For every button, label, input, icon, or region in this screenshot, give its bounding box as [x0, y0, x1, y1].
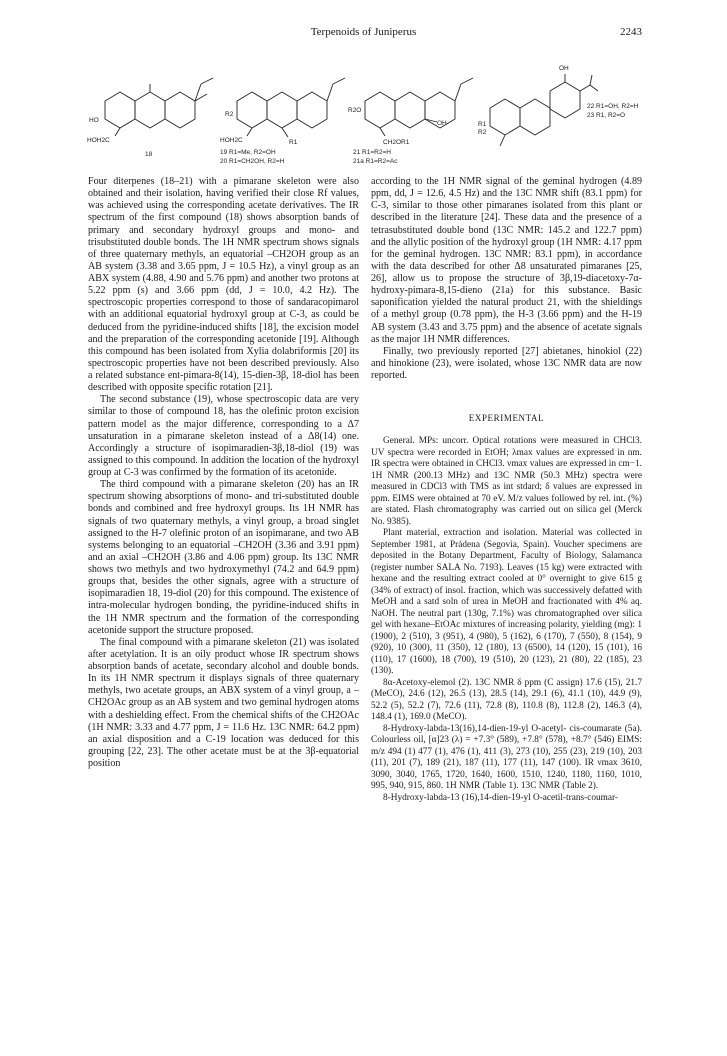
structure-19-20 [220, 78, 345, 165]
s22-caption-1: 22 R1=OH, R2=H [587, 103, 639, 110]
experimental-paragraph: 8-Hydroxy-labda-13(16),14-dien-19-yl O-acetyl- cis-coumarate (5a). Colourless oil, [α]23 (λ) = +7.3° (589), +7.8° (578), +8.7° (546) EIMS: m/z 494 (1) 477 (1), 476 (1), 411 (3), 273 (10), 255 (23), 219 (10), 203 (11), 201 (7), 189 (21), 187 (11), 177 (11), 147 (100). IR νmax 3610, 3090, 3040, 1765, 1720, 1640, 1600, 1510, 1240, 1180, 1160, 1010, 995, 940, 915, 860. 1H NMR (Table 1). 13C NMR (Table 2). [371, 723, 642, 792]
body-paragraph: The final compound with a pimarane skeleton (21) was isolated after acetylation. It is an oily product whose IR spectrum shows absorption bands of acetate, secondary alcohol and double bonds. In its 1H NMR spectrum it displays signals of three quaternary methyls, two acetate groups, an ABX system of a vinyl group, a –CH2OAc group as an AB system and two geminal hydrogen atoms with a deshielding effect. From the chemical shifts of the CH2OAc (1H NMR: 3.33 and 4.77 ppm, J = 11.6 Hz. 13C NMR: 64.2 ppm) an axial disposition and a C-19 location was deduced for this grouping [22, 23]. The other acetate must be at the 3β-equatorial position [88, 636, 359, 769]
s21-caption-2: 21a R1=R2=Ac [353, 158, 398, 165]
ring-a-18 [105, 92, 135, 128]
bond-19-b [333, 78, 345, 84]
s19-hoh2c-label: HOH2C [220, 137, 243, 144]
section-heading: EXPERIMENTAL [468, 413, 545, 424]
ring-a-19 [237, 92, 267, 128]
body-paragraph: Finally, two previously reported [27] abietanes, hinokiol (22) and hinokione (23), were isolated, whose 13C NMR data are now reported. [371, 345, 642, 381]
experimental-paragraph: 8α-Acetoxy-elemol (2). 13C NMR δ ppm (C assign) 17.6 (15), 21.7 (MeCO), 24.6 (12), 26.5 (13), 28.5 (14), 29.1 (6), 41.1 (10), 44.9 (9), 52.2 (5), 52.2 (7), 72.6 (11), 72.8 (8), 110.8 (8), 112.8 (2), 146.3 (4), 148.4 (1), 169.0 (MeCO). [371, 677, 642, 723]
ring-c-18 [165, 92, 195, 128]
bond-22-d [590, 75, 592, 85]
body-paragraph: according to the 1H NMR signal of the geminal hydrogen (4.89 ppm, dd, J = 12.6, 4.5 Hz) and the 13C NMR shift (83.1 ppm) for C-3, similar to those other pimaranes isolated from this plant or described in the literature [24]. These data and the presence of a tetrasubstituted double bond (13C NMR: 145.2 and 122.7 ppm) and the allylic position of the hydroxyl group (1H NMR: 4.17 ppm for the geminal hydrogen. 13C NMR: 83.1 ppm), in accordance with the data described for other Δ8 unsaturated pimaranes [25, 26], allow us to propose the structure of 3β,19-diacetoxy-7α-hydroxy-pimara-8,15-dieno (21a) for this substance. Basic saponification yielded the natural product 21, with the shieldings of a methyl group (0.78 ppm), the H-3 (3.66 ppm) and the H-19 AB system (3.43 and 3.75 ppm) and the absence of acetate signals as the major 1H NMR differences. [371, 176, 642, 345]
bond-22-e [500, 135, 505, 146]
body-paragraph: The second substance (19), whose spectroscopic data are very similar to those of compound 18, has the olefinic proton excision pattern model as the major difference, corresponding to a Δ7 unsaturation in a pimarane skeleton instead of a Δ8(14) one. Accordingly a structure of isopimaradien-3β,18-diol (19) was assigned to this compound. In addition the location of the hydroxyl group at C-3 was confirmed by the formation of its acetonide. [88, 394, 359, 478]
ring-b-18 [135, 92, 165, 128]
s18-ho-label: HO [89, 117, 99, 124]
experimental-paragraph: Plant material, extraction and isolation. Material was collected in September 1981, at Prádena (Segovia, Spain). Voucher specimens are deposited in the Botany Department, Faculty of Biology, Salamanca (register number SALA No. 7193). Leaves (15 kg) were extracted with hexane and the resulting extract cooled at 0° overnight to give 615 g (34% of extract) of insol. fraction, which was successively defatted with MeOH and a satd soln of urea in MeOH and fractionated with 4% aq. NaOH. The neutral part (130g, 7.1%) was chromatographed over silica gel with hexane–EtOAc mixtures of increasing polarity, yielding (mg): 1 (1900), 2 (510), 3 (951), 4 (980), 5 (162), 6 (170), 7 (550), 8 (154), 9 (920), 10 (300), 11 (350), 12 (180), 13 (6500), 14 (120), 15 (101), 16 (110), 17 (1600), 18 (700), 19 (510), 20 (123), 21 (80), 22 (185), 23 (130). [371, 528, 642, 677]
s22-caption-2: 23 R1, R2=O [587, 112, 626, 119]
s18-hoh2c-label: HOH2C [87, 137, 110, 144]
s21-r2o-label: R2O [348, 107, 362, 114]
bond-19-c [282, 128, 288, 137]
s19-r1-label: R1 [289, 139, 298, 146]
ring-a-22 [490, 99, 520, 135]
bond-21-a [455, 84, 461, 101]
ring-c-22 [550, 82, 580, 118]
running-title: Terpenoids of Juniperus [310, 26, 417, 38]
ring-b-21 [395, 92, 425, 128]
s22-r2-label: R2 [478, 129, 487, 136]
ring-a-21 [365, 92, 395, 128]
s21-oh-label: OH [437, 120, 447, 127]
bond-22-b [580, 85, 590, 91]
experimental-paragraph: General. MPs: uncorr. Optical rotations were measured in CHCl3. UV spectra were recorded in EtOH; λmax values are expressed in nm. IR spectra were obtained in CHCl3. νmax values are expressed in cm−1. 1H NMR (200.13 MHz) and 13C NMR (50.3 MHz) spectra were measured in CDCl3 with TMS as int stdard; δ values are expressed in ppm. EIMS were obtained at 70 eV. M/z values followed by rel. int. (%) are stated. Flash chromatography was carried out on silica gel (Merck No. 9385). [371, 436, 642, 527]
s22-oh-label: OH [559, 65, 569, 72]
s21-ch2or-label: CH2OR1 [383, 139, 410, 146]
bond-19-d [247, 128, 252, 136]
bond-21-b [461, 78, 473, 84]
bond-19-a [327, 84, 333, 101]
s18-id-label: 18 [145, 151, 153, 158]
right-column [371, 176, 642, 804]
structure-18 [87, 78, 213, 158]
bond-21-c [380, 128, 385, 136]
s22-r1-label: R1 [478, 121, 487, 128]
bond-18-d [115, 128, 120, 136]
structure-22-23 [478, 65, 639, 146]
ring-c-19 [297, 92, 327, 128]
structure-21 [348, 78, 473, 165]
page-number: 2243 [620, 26, 642, 38]
s21-caption-1: 21 R1=R2=H [353, 149, 391, 156]
ring-b-22 [520, 99, 550, 135]
experimental-paragraph: 8-Hydroxy-labda-13 (16),14-dien-19-yl O-acetil-trans-coumar- [383, 792, 618, 803]
body-paragraph: Four diterpenes (18–21) with a pimarane skeleton were also obtained and their isolation, having verified their close Rf values, was achieved using the corresponding acetate derivatives. The IR spectrum of the first compound (18) shows absorption bands of primary and secondary hydroxyl groups and mono- and trisubstituted double bonds. The 1H NMR spectrum shows signals of three quaternary methyls, an equatorial –CH2OH group as an AB system (3.38 and 3.65 ppm, J = 10.5 Hz), a vinyl group as an ABX system (4.88, 4.90 and 5.76 ppm) and another two protons at 5.22 ppm (s) and 3.66 ppm (dd, J = 10.0, 4.2 Hz). The spectroscopic properties correspond to those of sandaracopimarol with an additional equatorial hydroxyl group at C-3, as could be deduced from the pyridine-induced shifts [18], the excision model and the preparation of the corresponding acetonide [19]. Although this compound has been isolated from Xylia dolabriformis [20] its spectroscopic properties have not been described previously. Also a related substance ent-pimara-8(14), 15-dien-3β, 18-diol has been described with opposite specific rotation [21]. [88, 176, 359, 394]
bond-22-c [590, 85, 598, 91]
ring-b-19 [267, 92, 297, 128]
body-paragraph: The third compound with a pimarane skeleton (20) has an IR spectrum showing absorptions of mono- and tri-substituted double bonds and combined and free hydroxyl groups. Its 1H NMR has signals of two quaternary methyls, a vinyl group, a broad singlet assigned to the H-7 olefinic proton of an isopimarane, and two AB systems belonging to an equatorial –CH2OH (3.36 and 3.91 ppm) and an axial –CH2OH (3.86 and 4.06 ppm) group. Its 13C NMR shows two methyls and two hydroxymethyl (74.2 and 64.9 ppm) groups that, besides the other signals, agree with a structure of isopimaradien 18, 19-diol (20) for this compound. The existence of intra-molecular hydrogen bonding, the pyridine-induced shifts in the 1H NMR spectrum and the formation of the corresponding acetonide support the structure proposed. [88, 479, 359, 636]
left-column [88, 176, 359, 770]
bond-18-b [201, 78, 213, 84]
chemical-structures-figure [85, 56, 645, 174]
s19-caption-2: 20 R1=CH2OH, R2=H [220, 158, 285, 165]
s19-caption-1: 19 R1=Me, R2=OH [220, 149, 276, 156]
s19-r2-label: R2 [225, 111, 234, 118]
